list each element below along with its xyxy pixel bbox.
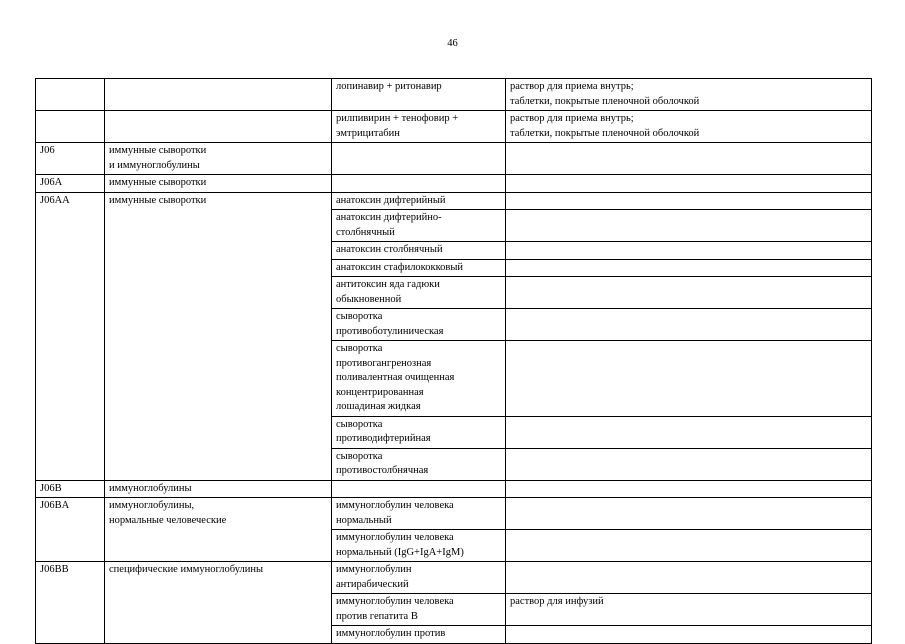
- table-row: [36, 498, 872, 530]
- dosage-form-cell: [506, 175, 872, 193]
- group-name-cell: [105, 192, 332, 480]
- drug-name-cell-line: сыворотка: [336, 311, 383, 322]
- dosage-form-cell-line: раствор для приема внутрь;: [510, 81, 634, 92]
- drug-name-cell-line: нормальный (IgG+IgA+IgM): [336, 546, 464, 558]
- drug-name-cell-line: иммуноглобулин человека: [336, 596, 454, 607]
- dosage-form-cell: [506, 594, 872, 626]
- dosage-form-cell: [506, 259, 872, 277]
- drug-name-cell: [332, 480, 506, 498]
- atc-code-cell: J06B: [36, 480, 105, 498]
- drug-name-cell: [332, 143, 506, 175]
- dosage-form-cell: [506, 448, 872, 480]
- drug-name-cell: [332, 111, 506, 143]
- dosage-form-cell: [506, 111, 872, 143]
- drug-name-cell-line: иммуноглобулин человека: [336, 500, 454, 511]
- drug-name-cell-line: сыворотка: [336, 450, 383, 462]
- dosage-form-cell: [506, 79, 872, 111]
- drug-name-cell-line: противостолбнячная: [336, 465, 429, 476]
- drug-name-cell: [332, 562, 506, 594]
- dosage-form-cell: [506, 416, 872, 448]
- drug-name-cell-line: противодифтерийная: [336, 433, 431, 444]
- group-name-cell: [105, 111, 332, 143]
- group-name-cell: [105, 498, 332, 562]
- group-name-cell-line: специфические иммуноглобулины: [109, 564, 264, 575]
- drug-name-cell-line: иммуноглобулин человека: [336, 532, 454, 543]
- atc-code-cell: J06AA: [36, 192, 105, 480]
- table-row: [36, 175, 872, 193]
- dosage-form-cell-line: раствор для инфузий: [510, 596, 604, 607]
- drug-name-cell-line: обыкновенной: [336, 293, 402, 305]
- drug-name-cell-line: сыворотка: [336, 343, 383, 354]
- atc-code-cell: J06: [36, 143, 105, 175]
- drug-name-cell: [332, 175, 506, 193]
- group-name-cell-line: иммунные сыворотки: [109, 177, 207, 188]
- drug-classification-table: [35, 78, 872, 644]
- group-name-cell-line: иммунные сыворотки: [109, 145, 207, 156]
- drug-name-cell: [332, 448, 506, 480]
- drug-name-cell: [332, 192, 506, 210]
- dosage-form-cell: [506, 309, 872, 341]
- table-row: [36, 480, 872, 498]
- table-row: [36, 562, 872, 594]
- group-name-cell-line: иммуноглобулины: [109, 482, 192, 494]
- dosage-form-cell: [506, 341, 872, 417]
- drug-name-cell-line: иммуноглобулин: [336, 564, 412, 575]
- dosage-form-cell-line: раствор для приема внутрь;: [510, 113, 634, 124]
- group-name-cell-line: иммунные сыворотки: [109, 194, 207, 206]
- dosage-form-cell: [506, 192, 872, 210]
- drug-name-cell-line: сыворотка: [336, 418, 383, 430]
- drug-name-cell: [332, 416, 506, 448]
- dosage-form-cell: [506, 480, 872, 498]
- drug-name-cell-line: нормальный: [336, 514, 392, 526]
- dosage-form-cell: [506, 277, 872, 309]
- drug-name-cell-line: эмтрицитабин: [336, 127, 400, 139]
- dosage-form-cell-line: таблетки, покрытые пленочной оболочкой: [510, 127, 700, 139]
- drug-name-cell-line: иммуноглобулин против: [336, 628, 446, 639]
- drug-name-cell-line: противогангренозная: [336, 357, 432, 369]
- group-name-cell-line: иммуноглобулины,: [109, 500, 195, 511]
- drug-name-cell-line: анатоксин столбнячный: [336, 244, 443, 255]
- drug-name-cell: [332, 277, 506, 309]
- table-row: [36, 111, 872, 143]
- drug-name-cell-line: антирабический: [336, 578, 409, 590]
- dosage-form-cell: [506, 143, 872, 175]
- atc-code-cell: [36, 111, 105, 143]
- drug-name-cell-line: анатоксин дифтерийный: [336, 194, 446, 206]
- drug-name-cell: [332, 594, 506, 626]
- drug-name-cell-line: поливалентная очищенная: [336, 372, 455, 383]
- drug-name-cell-line: концентрированная: [336, 386, 424, 398]
- dosage-form-cell-line: таблетки, покрытые пленочной оболочкой: [510, 95, 700, 107]
- atc-code-cell: [36, 79, 105, 111]
- drug-name-cell: [332, 626, 506, 644]
- group-name-cell: [105, 562, 332, 644]
- atc-code-cell: J06A: [36, 175, 105, 193]
- drug-name-cell: [332, 259, 506, 277]
- drug-name-cell-line: рилпивирин + тенофовир +: [336, 113, 459, 124]
- dosage-form-cell: [506, 210, 872, 242]
- group-name-cell: [105, 79, 332, 111]
- dosage-form-cell: [506, 530, 872, 562]
- drug-name-cell: [332, 530, 506, 562]
- drug-name-cell: [332, 341, 506, 417]
- drug-name-cell-line: лошадиная жидкая: [336, 401, 421, 412]
- drug-name-cell-line: против гепатита B: [336, 610, 418, 622]
- table-row: [36, 79, 872, 111]
- group-name-cell: [105, 143, 332, 175]
- drug-name-cell-line: антитоксин яда гадюки: [336, 279, 440, 290]
- group-name-cell: [105, 175, 332, 193]
- dosage-form-cell: [506, 626, 872, 644]
- drug-name-cell: [332, 210, 506, 242]
- drug-name-cell: [332, 498, 506, 530]
- drug-name-cell: [332, 309, 506, 341]
- table-row: [36, 143, 872, 175]
- group-name-cell-line: нормальные человеческие: [109, 514, 227, 526]
- dosage-form-cell: [506, 498, 872, 530]
- drug-name-cell: [332, 242, 506, 260]
- atc-code-cell: J06BA: [36, 498, 105, 562]
- drug-name-cell-line: анатоксин стафилококковый: [336, 261, 464, 273]
- drug-name-cell-line: столбнячный: [336, 226, 395, 238]
- table-row: [36, 192, 872, 210]
- group-name-cell: [105, 480, 332, 498]
- drug-name-cell-line: лопинавир + ритонавир: [336, 81, 442, 92]
- dosage-form-cell: [506, 242, 872, 260]
- drug-name-cell-line: противоботулиническая: [336, 325, 444, 337]
- page-number: 46: [447, 38, 458, 49]
- dosage-form-cell: [506, 562, 872, 594]
- drug-name-cell-line: анатоксин дифтерийно-: [336, 212, 442, 223]
- drug-name-cell: [332, 79, 506, 111]
- atc-code-cell: J06BB: [36, 562, 105, 644]
- group-name-cell-line: и иммуноглобулины: [109, 159, 200, 171]
